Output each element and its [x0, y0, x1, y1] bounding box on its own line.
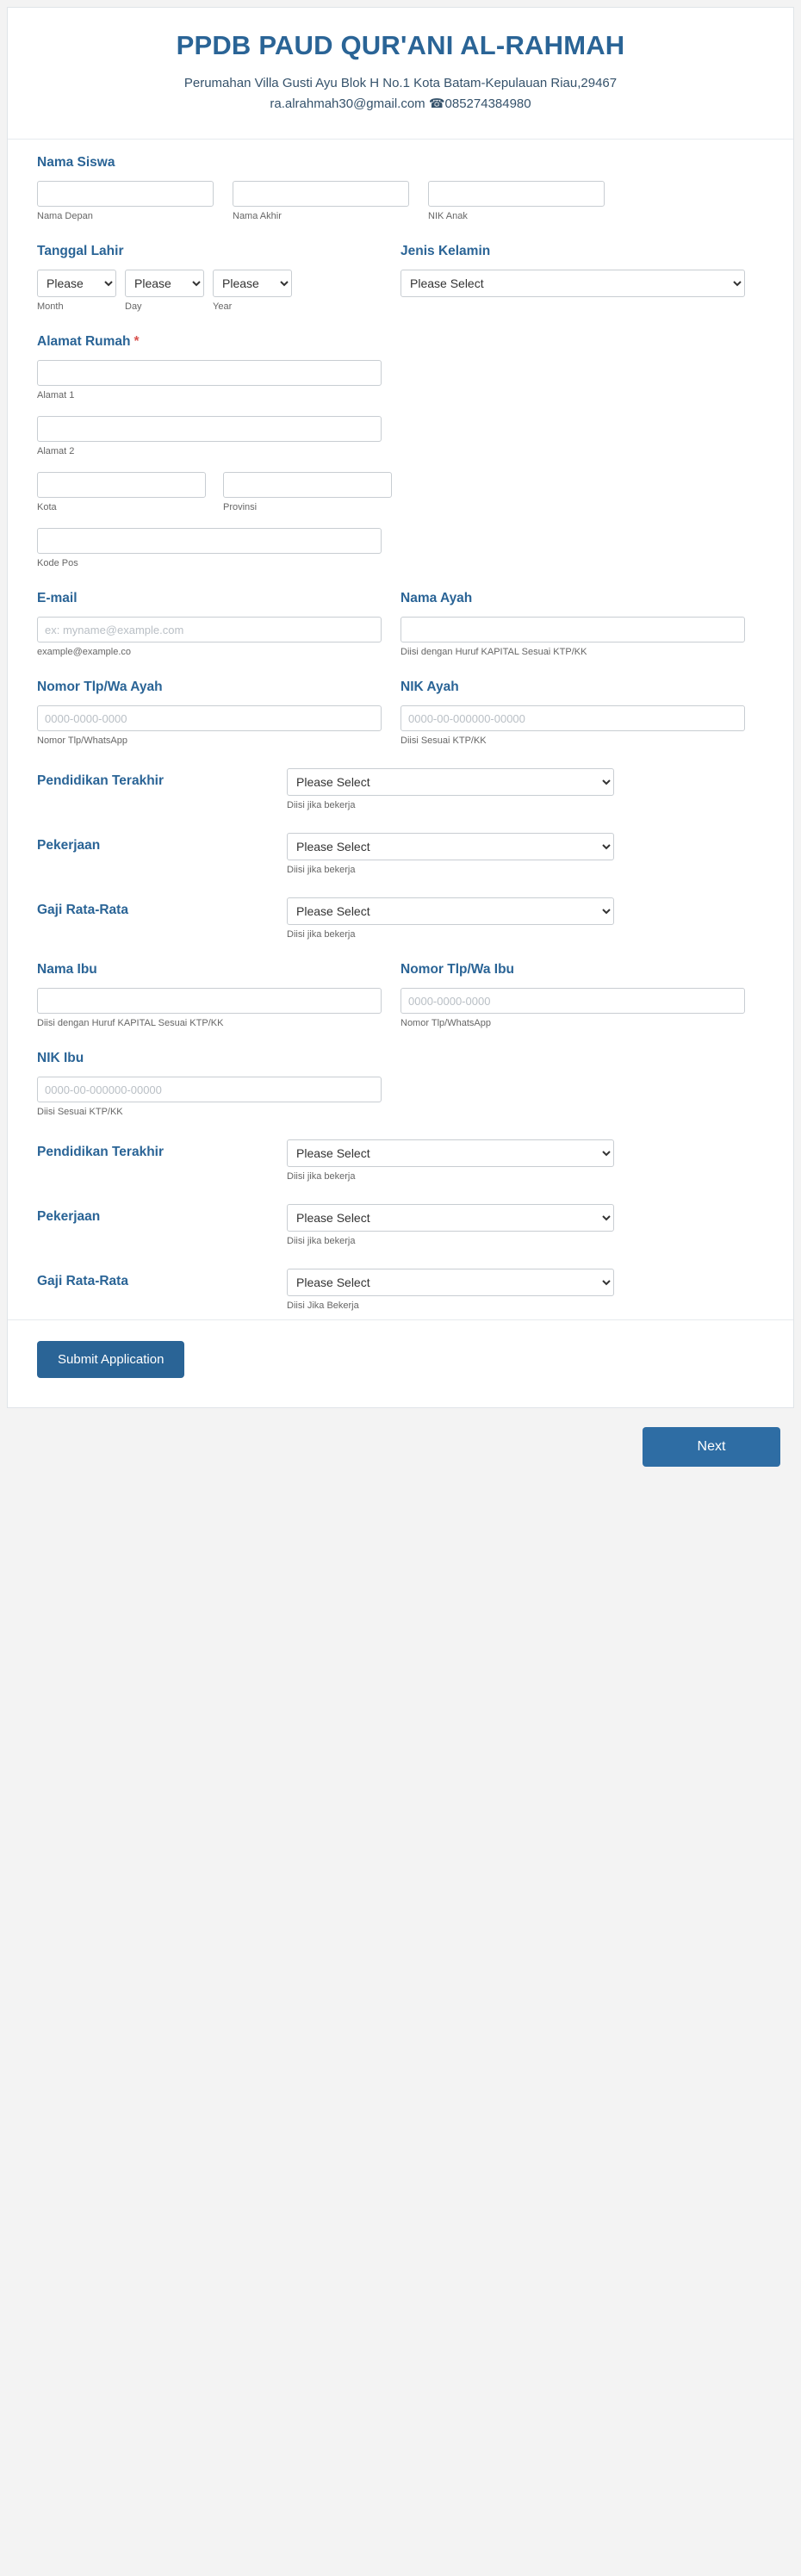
hint-kode-pos: Kode Pos	[37, 558, 78, 568]
hint-email: example@example.co	[37, 647, 131, 657]
field-nomor-tlp-ibu	[400, 962, 764, 1028]
hint-alamat1: Alamat 1	[37, 390, 75, 400]
field-group-jenis-kelamin	[400, 244, 764, 312]
hint-nama-ayah: Diisi dengan Huruf KAPITAL Sesuai KTP/KK	[400, 647, 587, 657]
ayah-gaji-select[interactable]	[287, 897, 614, 925]
label-nama-ibu: Nama Ibu	[37, 962, 97, 977]
hint-nama-akhir: Nama Akhir	[233, 211, 282, 221]
hint-ayah-gaji: Diisi jika bekerja	[287, 929, 356, 940]
field-group-ibu-gaji	[37, 1269, 764, 1311]
email-input[interactable]	[37, 617, 382, 642]
required-asterisk: *	[134, 334, 140, 349]
field-alamat-2	[37, 416, 764, 456]
hint-ibu-pendidikan: Diisi jika bekerja	[287, 1171, 356, 1182]
nomor-tlp-ayah-input[interactable]	[37, 705, 382, 731]
field-nama-ibu	[37, 962, 400, 1028]
hint-nama-ibu: Diisi dengan Huruf KAPITAL Sesuai KTP/KK	[37, 1018, 224, 1028]
label-ibu-gaji: Gaji Rata-Rata	[37, 1274, 128, 1288]
header-address: Perumahan Villa Gusti Ayu Blok H No.1 Kota Batam-Kepulauan Riau,29467	[183, 76, 618, 90]
label-ayah-gaji: Gaji Rata-Rata	[37, 903, 128, 917]
nik-ayah-input[interactable]	[400, 705, 745, 731]
field-kota	[37, 472, 223, 512]
label-ibu-pekerjaan: Pekerjaan	[37, 1209, 101, 1224]
hint-ayah-pendidikan: Diisi jika bekerja	[287, 800, 356, 810]
label-ayah-pekerjaan: Pekerjaan	[37, 838, 101, 853]
field-alamat-1	[37, 360, 764, 400]
ayah-pendidikan-select[interactable]	[287, 768, 614, 796]
hint-day: Day	[125, 301, 142, 312]
label-nama-siswa: Nama Siswa	[37, 155, 115, 170]
alamat2-input[interactable]	[37, 416, 382, 442]
field-year	[213, 270, 292, 312]
hint-ibu-gaji: Diisi Jika Bekerja	[287, 1300, 359, 1311]
nama-ibu-input[interactable]	[37, 988, 382, 1014]
provinsi-input[interactable]	[223, 472, 392, 498]
nama-depan-input[interactable]	[37, 181, 214, 207]
field-nik-anak	[428, 181, 605, 221]
hint-nik-anak: NIK Anak	[428, 211, 468, 221]
hint-nik-ibu: Diisi Sesuai KTP/KK	[37, 1107, 123, 1117]
field-provinsi	[223, 472, 392, 512]
field-nama-ayah	[400, 591, 764, 657]
field-month	[37, 270, 116, 312]
month-select[interactable]	[37, 270, 116, 297]
field-nama-akhir	[233, 181, 409, 221]
page-title: PPDB PAUD QUR'ANI AL-RAHMAH	[176, 30, 625, 60]
field-group-tanggal-kelamin	[37, 244, 764, 312]
hint-ayah-pekerjaan: Diisi jika bekerja	[287, 865, 356, 875]
ibu-pendidikan-select[interactable]	[287, 1139, 614, 1167]
field-nik-ayah	[400, 680, 764, 746]
ibu-pekerjaan-select[interactable]	[287, 1204, 614, 1232]
hint-kota: Kota	[37, 502, 57, 512]
hint-provinsi: Provinsi	[223, 502, 258, 512]
field-group-ayah-pekerjaan	[37, 833, 764, 875]
ibu-gaji-select[interactable]	[287, 1269, 614, 1296]
field-group-ayah-pendidikan	[37, 768, 764, 810]
label-nomor-tlp-ayah: Nomor Tlp/Wa Ayah	[37, 680, 163, 694]
nomor-tlp-ibu-input[interactable]	[400, 988, 745, 1014]
submit-application-button[interactable]: Submit Application	[37, 1341, 184, 1378]
nama-ayah-input[interactable]	[400, 617, 745, 642]
field-group-telp-nik-ayah	[37, 680, 764, 746]
label-ibu-pendidikan: Pendidikan Terakhir	[37, 1145, 165, 1159]
field-nomor-tlp-ayah	[37, 680, 400, 746]
nik-ibu-input[interactable]	[37, 1077, 382, 1102]
submit-area	[8, 1319, 793, 1407]
kode-pos-input[interactable]	[37, 528, 382, 554]
field-kode-pos	[37, 528, 764, 568]
label-ayah-pendidikan: Pendidikan Terakhir	[37, 773, 165, 788]
field-group-nik-ibu	[37, 1051, 764, 1117]
label-email: E-mail	[37, 591, 78, 605]
page-root	[0, 7, 801, 2576]
label-nama-ayah: Nama Ayah	[400, 591, 473, 605]
field-email	[37, 591, 400, 657]
label-tanggal-lahir: Tanggal Lahir	[37, 244, 124, 258]
hint-nomor-tlp-ibu: Nomor Tlp/WhatsApp	[400, 1018, 491, 1028]
field-group-ibu-pekerjaan	[37, 1204, 764, 1246]
field-group-alamat-rumah	[37, 334, 764, 568]
nik-anak-input[interactable]	[428, 181, 605, 207]
alamat1-input[interactable]	[37, 360, 382, 386]
hint-year: Year	[213, 301, 233, 312]
kota-input[interactable]	[37, 472, 206, 498]
jenis-kelamin-select[interactable]	[400, 270, 745, 297]
hint-nama-depan: Nama Depan	[37, 211, 93, 221]
nama-akhir-input[interactable]	[233, 181, 409, 207]
hint-nik-ayah: Diisi Sesuai KTP/KK	[400, 736, 487, 746]
field-day	[125, 270, 204, 312]
form-body	[8, 140, 793, 1311]
year-select[interactable]	[213, 270, 292, 297]
field-group-nama-siswa	[37, 155, 764, 221]
footer-bar	[0, 1408, 801, 1491]
label-jenis-kelamin: Jenis Kelamin	[400, 244, 491, 258]
hint-nomor-tlp-ayah: Nomor Tlp/WhatsApp	[37, 736, 127, 746]
label-nik-ibu: NIK Ibu	[37, 1051, 84, 1065]
hint-month: Month	[37, 301, 64, 312]
day-select[interactable]	[125, 270, 204, 297]
label-alamat-rumah	[37, 334, 764, 350]
field-group-ayah-gaji	[37, 897, 764, 940]
field-group-ibu-pendidikan	[37, 1139, 764, 1182]
form-card	[7, 7, 794, 1408]
label-alamat-rumah-text: Alamat Rumah	[37, 334, 131, 349]
label-nik-ayah: NIK Ayah	[400, 680, 459, 694]
hint-alamat2: Alamat 2	[37, 446, 75, 456]
next-button[interactable]: Next	[643, 1427, 780, 1467]
field-group-ibu-nama-telp	[37, 962, 764, 1028]
hint-ibu-pekerjaan: Diisi jika bekerja	[287, 1236, 356, 1246]
ayah-pekerjaan-select[interactable]	[287, 833, 614, 860]
field-nama-depan	[37, 181, 214, 221]
header-contact: ra.alrahmah30@gmail.com ☎085274384980	[270, 96, 531, 111]
field-group-email-nama-ayah	[37, 591, 764, 657]
label-nomor-tlp-ibu: Nomor Tlp/Wa Ibu	[400, 962, 515, 977]
form-header	[8, 8, 793, 140]
field-group-tanggal-lahir	[37, 244, 400, 312]
